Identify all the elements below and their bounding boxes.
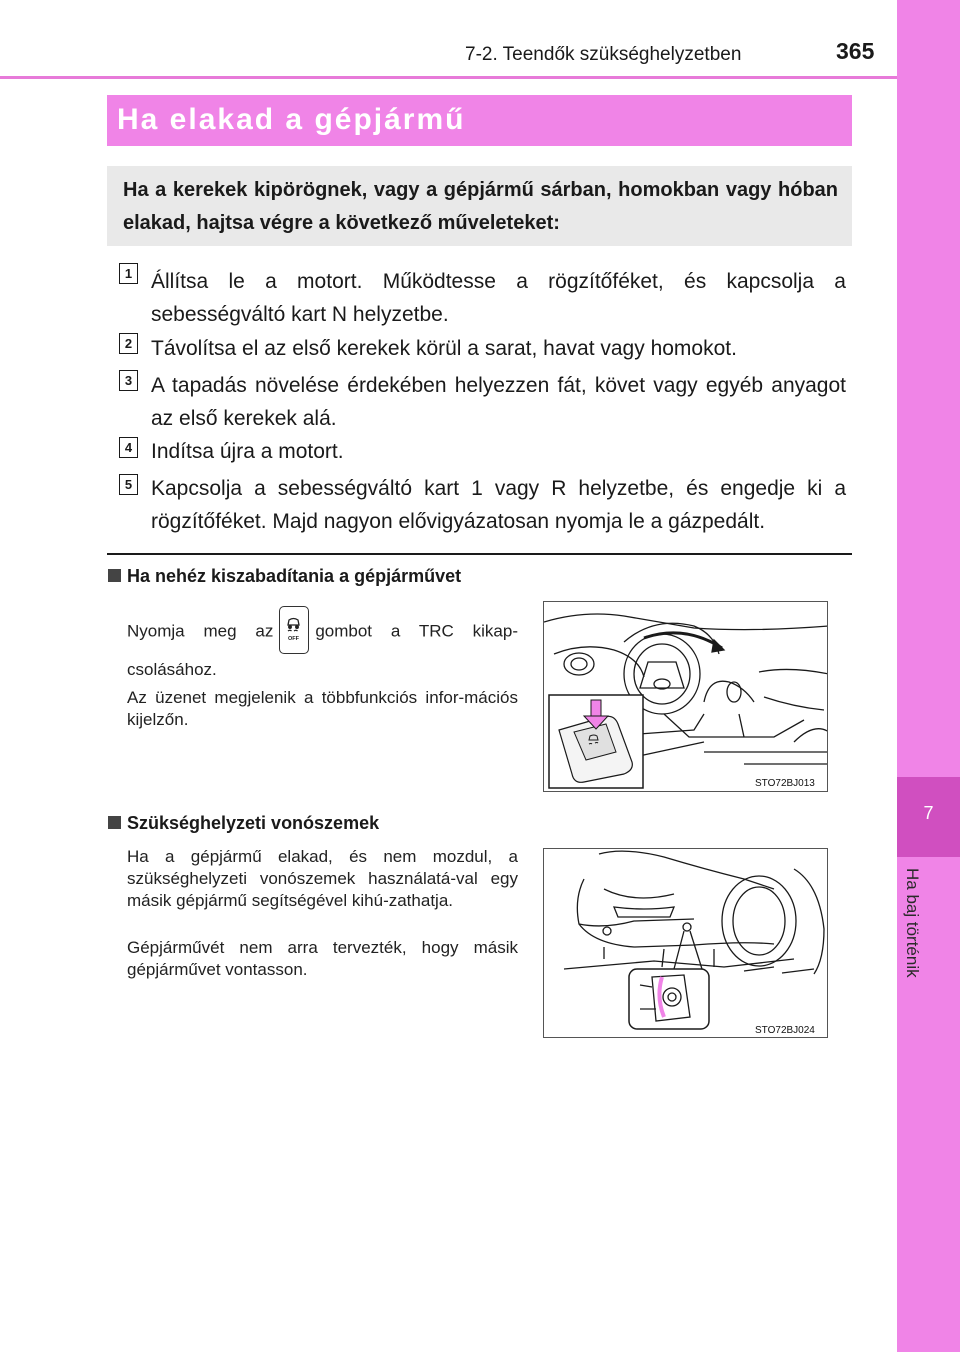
step-text-3: A tapadás növelése érdekében helyezzen fát, követ vagy egyéb anyagot az első kerekek alá. bbox=[151, 374, 846, 430]
trc-note: Az üzenet megjelenik a többfunkciós infor-mációs kijelzőn. bbox=[127, 688, 518, 729]
square-bullet-icon bbox=[108, 569, 121, 582]
towing-heading bbox=[108, 813, 379, 834]
square-bullet-icon bbox=[108, 816, 121, 829]
header-rule bbox=[0, 76, 897, 79]
section-divider bbox=[107, 553, 852, 555]
step-text-1: Állítsa le a motort. Működtesse a rögzítőféket, és kapcsolja a sebességváltó kart N helyzetbe. bbox=[151, 270, 846, 326]
step-text-2: Távolítsa el az első kerekek körül a sarat, havat vagy homokot. bbox=[151, 337, 737, 360]
trc-text-before: Nyomja meg az bbox=[127, 621, 274, 641]
trc-heading bbox=[108, 566, 461, 587]
dashboard-illustration bbox=[544, 602, 828, 792]
side-chapter-label: Ha baj történik bbox=[903, 868, 922, 978]
trc-figure-code: STO72BJ013 bbox=[755, 778, 815, 789]
intro-text: Ha a kerekek kipörögnek, vagy a gépjármű sárban, homokban vagy hóban elakad, hajtsa végre a következő műveleteket: bbox=[123, 179, 838, 234]
trc-off-button-icon bbox=[279, 606, 309, 654]
towing-heading-text: Szükséghelyzeti vonószemek bbox=[127, 813, 380, 833]
rear-vehicle-illustration bbox=[544, 849, 828, 1038]
header-title: 7-2. Teendők szükséghelyzetben bbox=[465, 44, 742, 65]
towing-figure-code: STO72BJ024 bbox=[755, 1025, 815, 1036]
side-tab-bar bbox=[897, 0, 960, 1352]
towing-eye-figure bbox=[543, 848, 828, 1038]
step-badge-5: 5 bbox=[119, 474, 138, 495]
step-badge-2: 2 bbox=[119, 333, 138, 354]
step-badge-1: 1 bbox=[119, 263, 138, 284]
side-chapter-number: 7 bbox=[923, 803, 934, 823]
side-chapter-label-wrap bbox=[902, 868, 954, 1018]
trc-instruction bbox=[127, 608, 518, 683]
towing-text: Ha a gépjármű elakad, és nem mozdul, a szükséghelyzeti vonószemek használatá-val egy másik gépjármű segítségével kihú-zathatja. bbox=[127, 847, 518, 910]
step-text-4: Indítsa újra a motort. bbox=[151, 440, 344, 463]
step-badge-3: 3 bbox=[119, 370, 138, 391]
trc-heading-text: Ha nehéz kiszabadítania a gépjárművet bbox=[127, 566, 462, 586]
towing-note: Gépjárművét nem arra tervezték, hogy másik gépjárművet vontasson. bbox=[127, 938, 518, 979]
trc-dashboard-figure bbox=[543, 601, 828, 792]
step-text-5: Kapcsolja a sebességváltó kart 1 vagy R helyzetbe, és engedje ki a rögzítőféket. Majd nagyon elővigyázatosan nyomja le a gázpedált. bbox=[151, 477, 846, 533]
section-title: Ha elakad a gépjármű bbox=[117, 103, 466, 136]
trc-text-after: gombot a TRC kikap-csolásához. bbox=[127, 621, 518, 679]
trc-button-label: OFF bbox=[288, 636, 300, 642]
step-badge-4: 4 bbox=[119, 437, 138, 458]
page-number: 365 bbox=[836, 38, 875, 64]
